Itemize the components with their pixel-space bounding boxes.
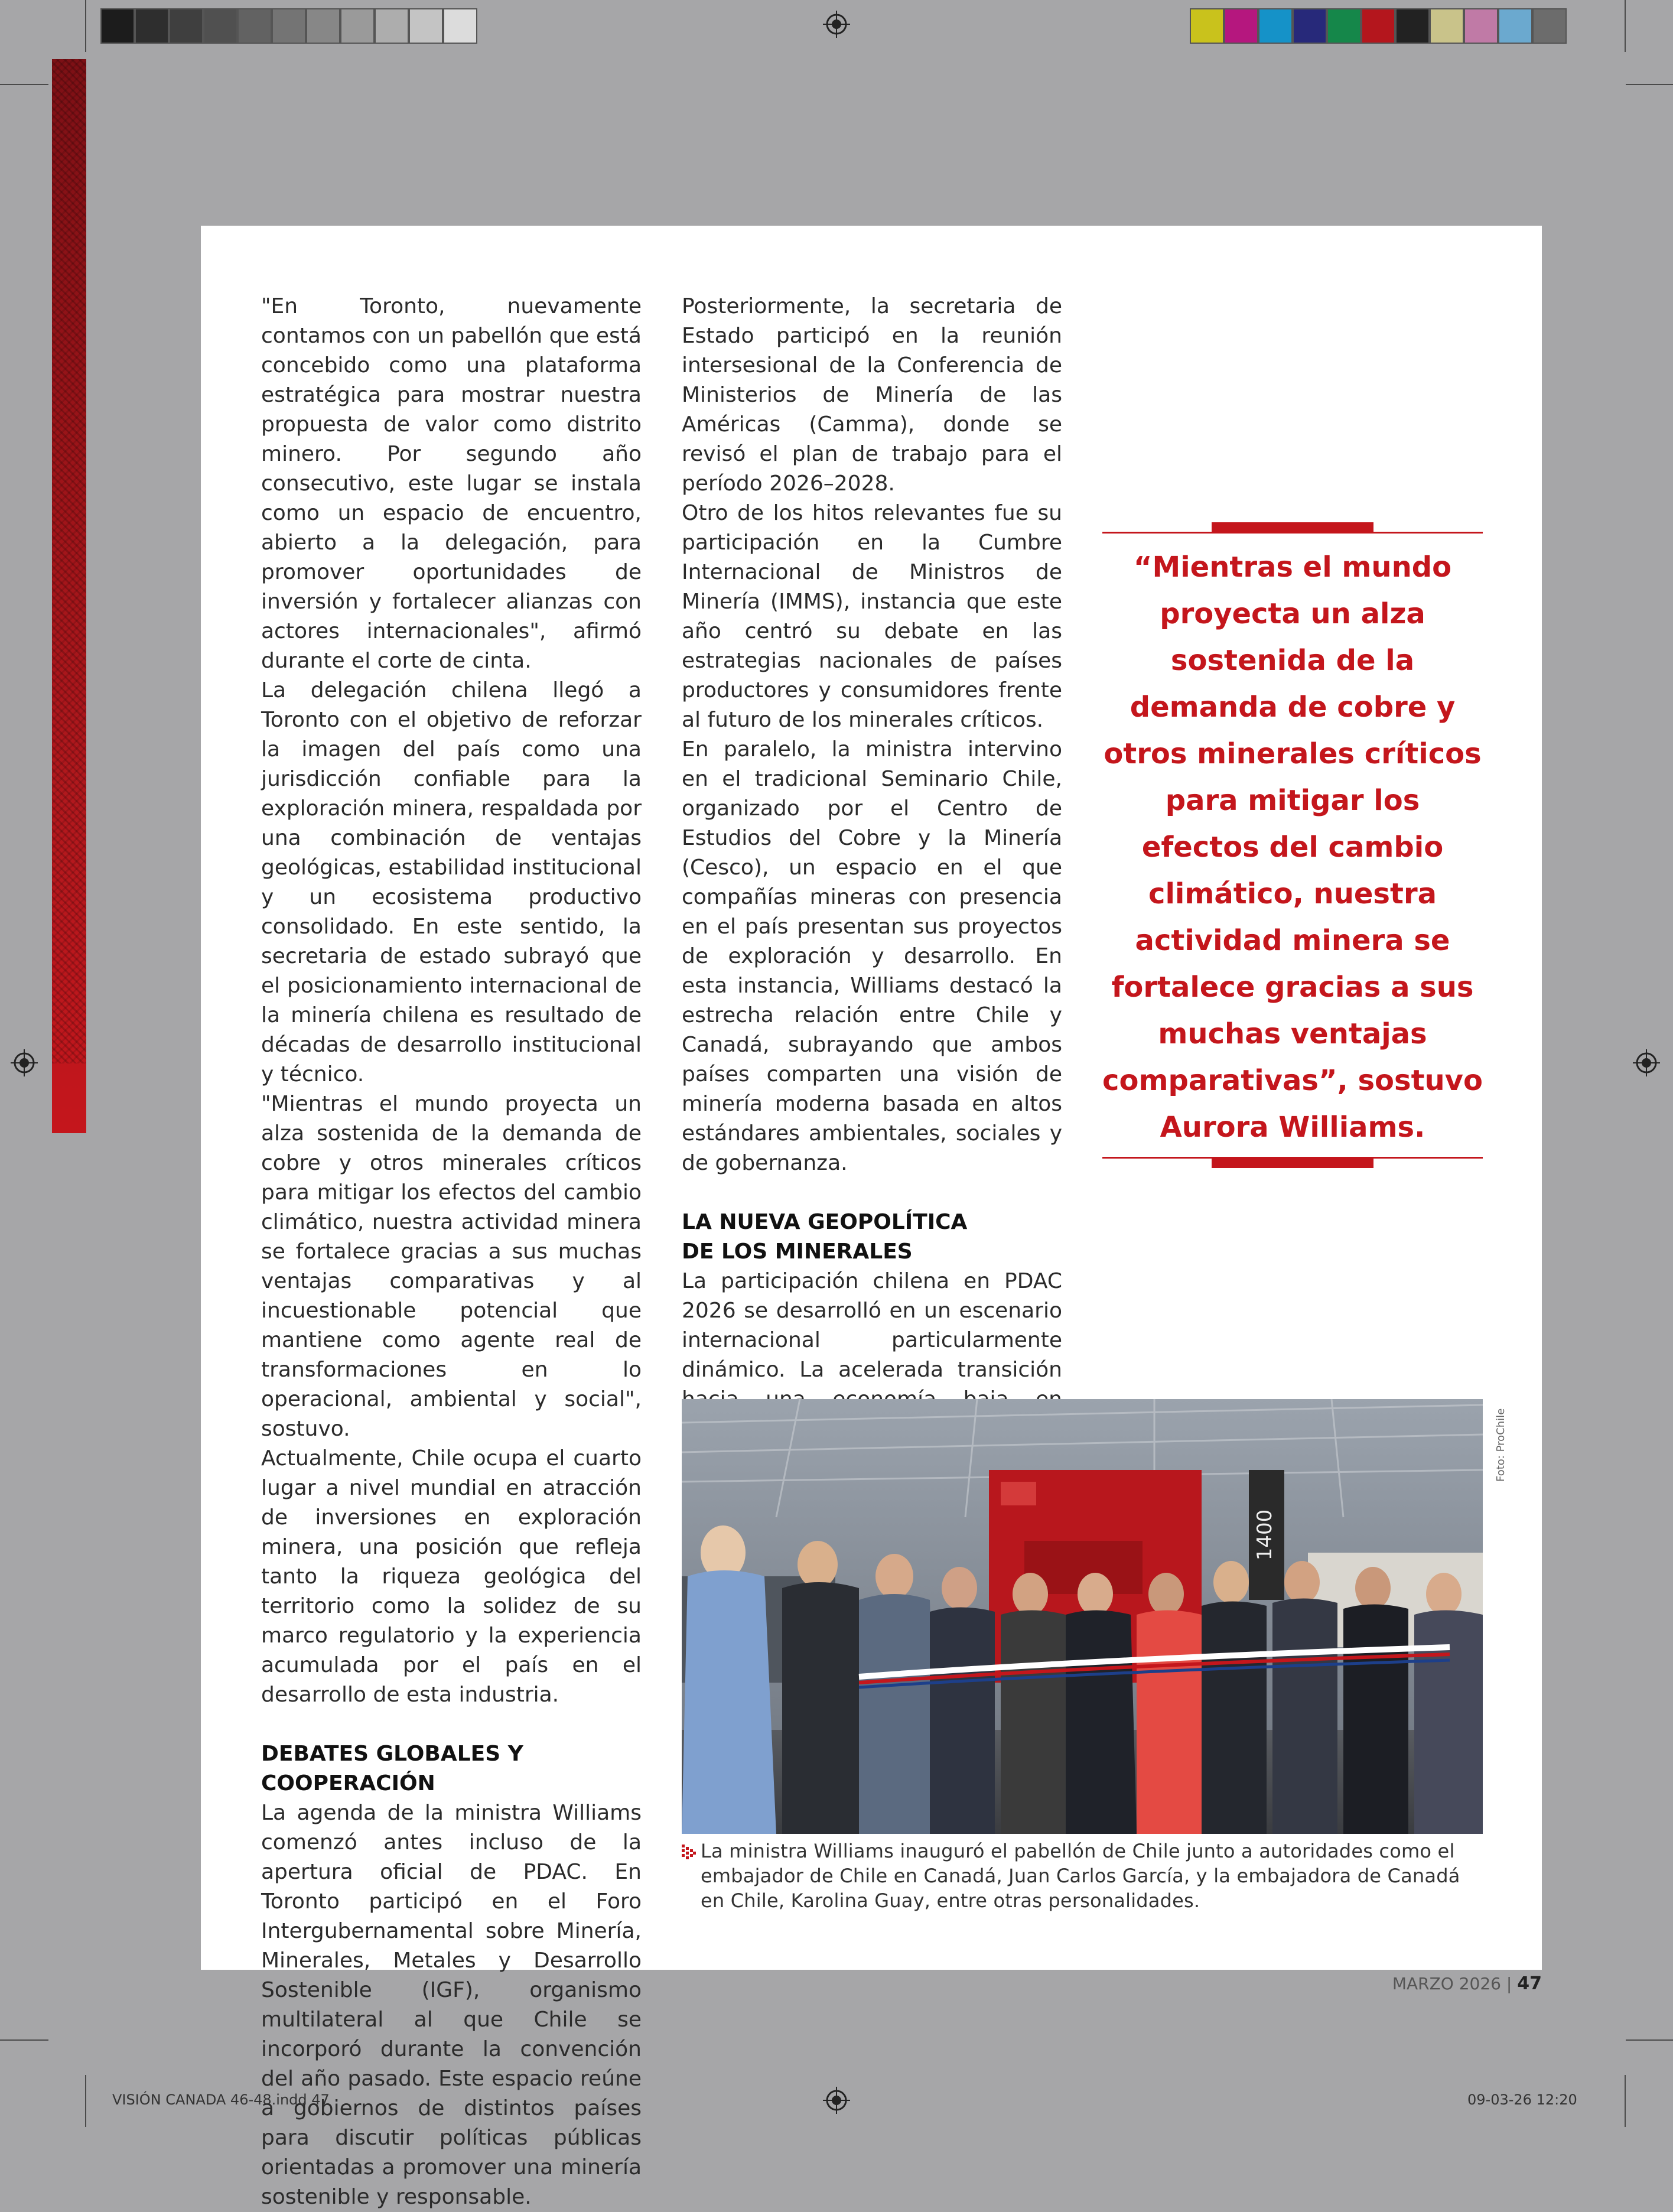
article-column-2 [682,292,1062,1533]
gray-swatch [375,8,409,44]
crop-mark [1626,84,1673,85]
paragraph: Posteriormente, la secretaria de Estado participó en la reunión intersesional de la Conferencia de Ministerios de Minería de las Américas (Camma), donde se revisó el plan de trabajo para el período 2026–2028. [682,294,1062,496]
registration-mark-icon [823,2087,850,2114]
gray-swatch [306,8,340,44]
paragraph: La delegación chilena llegó a Toronto con el objetivo de reforzar la imagen del país como una jurisdicción confiable para la exploración minera, respaldada por una combinación de ventajas geológicas, estabilidad institucional y un ecosistema productivo consolidado. En este sentido, la secretaria de estado subrayó que el posicionamiento internacional de la minería chilena es resultado de décadas de desarrollo institucional y técnico. [261,678,642,1087]
color-swatch [1361,8,1395,44]
paragraph: Otro de los hitos relevantes fue su participación en la Cumbre Internacional de Ministros de Minería (IMMS), instancia que este año centró su debate en las estrategias nacionales de países productores y consumidores frente al futuro de los minerales críticos. [682,501,1062,732]
red-bleed-strip [52,59,86,1133]
color-swatch [1532,8,1567,44]
gray-swatch [409,8,443,44]
gray-swatch [169,8,203,44]
section-heading [682,1208,1062,1267]
gray-swatch [135,8,169,44]
crop-mark [85,0,86,52]
crop-mark [1625,2075,1626,2127]
registration-mark-icon [1633,1049,1660,1076]
gray-swatch [443,8,477,44]
registration-mark-icon [823,11,850,38]
color-swatch [1190,8,1224,44]
color-swatch [1498,8,1532,44]
page-number: 47 [1517,1973,1542,1994]
pull-quote-text: “Mientras el mundo proyecta un alza sostenida de la demanda de cobre y otros minerales críticos para mitigar los efectos del cambio climático, nuestra actividad minera se fortalece gracias a sus muchas ventajas comparativas”, sostuvo Aurora Williams. [1102,551,1483,1144]
section-heading-line: DE LOS MINERALES [682,1240,913,1264]
section-heading-line: LA NUEVA GEOPOLÍTICA [682,1210,968,1234]
section-heading: DEBATES GLOBALES Y COOPERACIÓN [261,1742,523,1795]
paragraph: "Mientras el mundo proyecta un alza sostenida de la demanda de cobre y otros minerales críticos para mitigar los efectos del cambio climático, nuestra actividad minera se fortalece gracias a sus muchas ventajas comparativas y al incuestionable potencial que mantiene como agente real de transformaciones en lo operacional, ambiental y social", sostuvo. [261,1092,642,1441]
paragraph: Actualmente, Chile ocupa el cuarto lugar a nivel mundial en atracción de inversiones en exploración minera, una posición que refleja tanto la riqueza geológica del territorio como la solidez de su marco regulatorio y la experiencia acumulada por el país en el desarrollo de esta industria. [261,1446,642,1707]
color-swatch [1430,8,1464,44]
photo-illustration [682,1399,1483,1834]
color-swatch [1258,8,1293,44]
registration-mark-icon [11,1049,38,1076]
photo-credit: Foto: ProChile [1495,1408,1507,1482]
color-swatch [1224,8,1258,44]
print-slug-date: 09-03-26 12:20 [1467,2091,1577,2108]
paragraph: La participación chilena en PDAC 2026 se desarrolló en un escenario internacional particularmente dinámico. La acelerada transición [682,1269,1062,1382]
gray-swatch [340,8,375,44]
quote-top-bar [1212,522,1373,532]
photo-caption: La ministra Williams inauguró el pabellón de Chile junto a autoridades como el embajador de Chile en Canadá, Juan Carlos García, y la embajadora de Canadá en Chile, Karolina Guay, entre otras personalidades. [701,1840,1460,1912]
paragraph: La agenda de la ministra Williams comenzó antes incluso de la apertura oficial de PDAC. En Toronto participó en el Foro Intergubernamental sobre Minería, Minerales, Metales y Desarrollo Sostenible (IGF), organismo multilateral al que Chile se incorporó durante la convención del año pasado. Este espacio reúne a gobiernos de distintos países para discutir políticas públicas orientadas a promover una minería sostenible y responsable. [261,1801,642,2209]
ribbon-cutting-photo [682,1399,1483,1834]
gray-swatch [272,8,306,44]
gray-swatch [237,8,272,44]
pull-quote [1102,522,1483,1168]
crop-mark [1625,0,1626,52]
issue-date: MARZO 2026 [1392,1974,1501,1993]
crop-mark [0,84,48,85]
crop-mark [1626,2039,1673,2041]
print-slug-file: VISIÓN CANADA 46-48.indd 47 [112,2091,330,2108]
booth-number-sign: 1400 [1253,1509,1277,1561]
color-calibration-bar [1190,8,1567,44]
crop-mark [0,2039,48,2041]
article-column-1 [261,292,642,2212]
quote-bottom-bar [1212,1159,1373,1168]
caption-marker-icon [682,1845,696,1861]
paragraph: "En Toronto, nuevamente contamos con un pabellón que está concebido como una plataforma estratégica para mostrar nuestra propuesta de valor como distrito minero. Por segundo año consecutivo, este lugar se instala como un espacio de encuentro, abierto a la delegación, para promover oportunidades de inversión y fortalecer alianzas con actores internacionales", afirmó durante el corte de cinta. [261,294,642,673]
gray-swatch [100,8,135,44]
grayscale-calibration-bar [100,8,477,44]
page-folio [1392,1973,1542,1994]
paragraph: En paralelo, la ministra intervino en el tradicional Seminario Chile, organizado por el Centro de Estudios del Cobre y la Minería (Cesco), un espacio en el que compañías mineras con presencia en el país presentan sus proyectos de exploración y desarrollo. En esta instancia, Williams destacó la estrecha relación entre Chile y Canadá, subrayando que ambos países comparten una visión de minería moderna basada en altos estándares ambientales, sociales y de gobernanza. [682,737,1062,1175]
crop-mark [85,2075,86,2127]
color-swatch [1327,8,1361,44]
color-swatch [1464,8,1498,44]
color-swatch [1395,8,1430,44]
gray-swatch [203,8,237,44]
color-swatch [1293,8,1327,44]
folio-separator: | [1506,1974,1512,1993]
